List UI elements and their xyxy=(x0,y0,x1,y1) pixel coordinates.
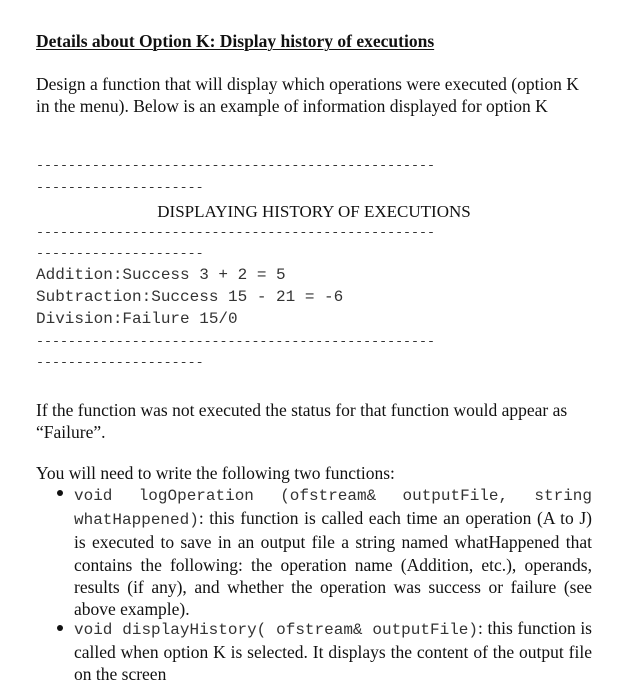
separator-line: --------------------- xyxy=(36,180,204,195)
separator-line: -------------------------------------------------- xyxy=(36,334,435,349)
output-line-subtraction: Subtraction:Success 15 - 21 = -6 xyxy=(36,288,344,306)
output-line-division: Division:Failure 15/0 xyxy=(36,310,238,328)
separator-line: --------------------- xyxy=(36,246,204,261)
separator-line: -------------------------------------------------- xyxy=(36,158,435,173)
bullet-icon xyxy=(57,490,63,496)
failure-note: If the function was not executed the status for that function would appear as “Failure”. xyxy=(36,400,568,442)
function-item-displayhistory xyxy=(74,617,592,686)
function-signature: void displayHistory( ofstream& outputFile) xyxy=(74,621,478,639)
function-description: : this function is called each time an operation (A to J) is executed to save in an output file a string named whatHappened that contains the following: the operation name (Addition, etc.), operands, results (if any), and whether the operation was success or failure (see above example). xyxy=(74,508,592,620)
separator-line: -------------------------------------------------- xyxy=(36,225,435,240)
function-signature: whatHappened) xyxy=(74,511,199,530)
function-signature: void logOperation (ofstream& outputFile, string xyxy=(74,487,592,505)
output-line-addition: Addition:Success 3 + 2 = 5 xyxy=(36,266,286,284)
intro-paragraph: Design a function that will display which operations were executed (option K in the menu). Below is an example of information displayed for option K xyxy=(36,74,579,116)
output-title: DISPLAYING HISTORY OF EXECUTIONS xyxy=(157,202,471,221)
function-item-logoperation xyxy=(74,483,592,620)
section-heading: Details about Option K: Display history of executions xyxy=(36,31,435,51)
functions-intro: You will need to write the following two functions: xyxy=(36,463,395,483)
separator-line: --------------------- xyxy=(36,355,204,370)
bullet-icon xyxy=(57,625,63,631)
function-description: : this function is called when option K is selected. It displays the content of the output file on the screen xyxy=(74,618,592,685)
